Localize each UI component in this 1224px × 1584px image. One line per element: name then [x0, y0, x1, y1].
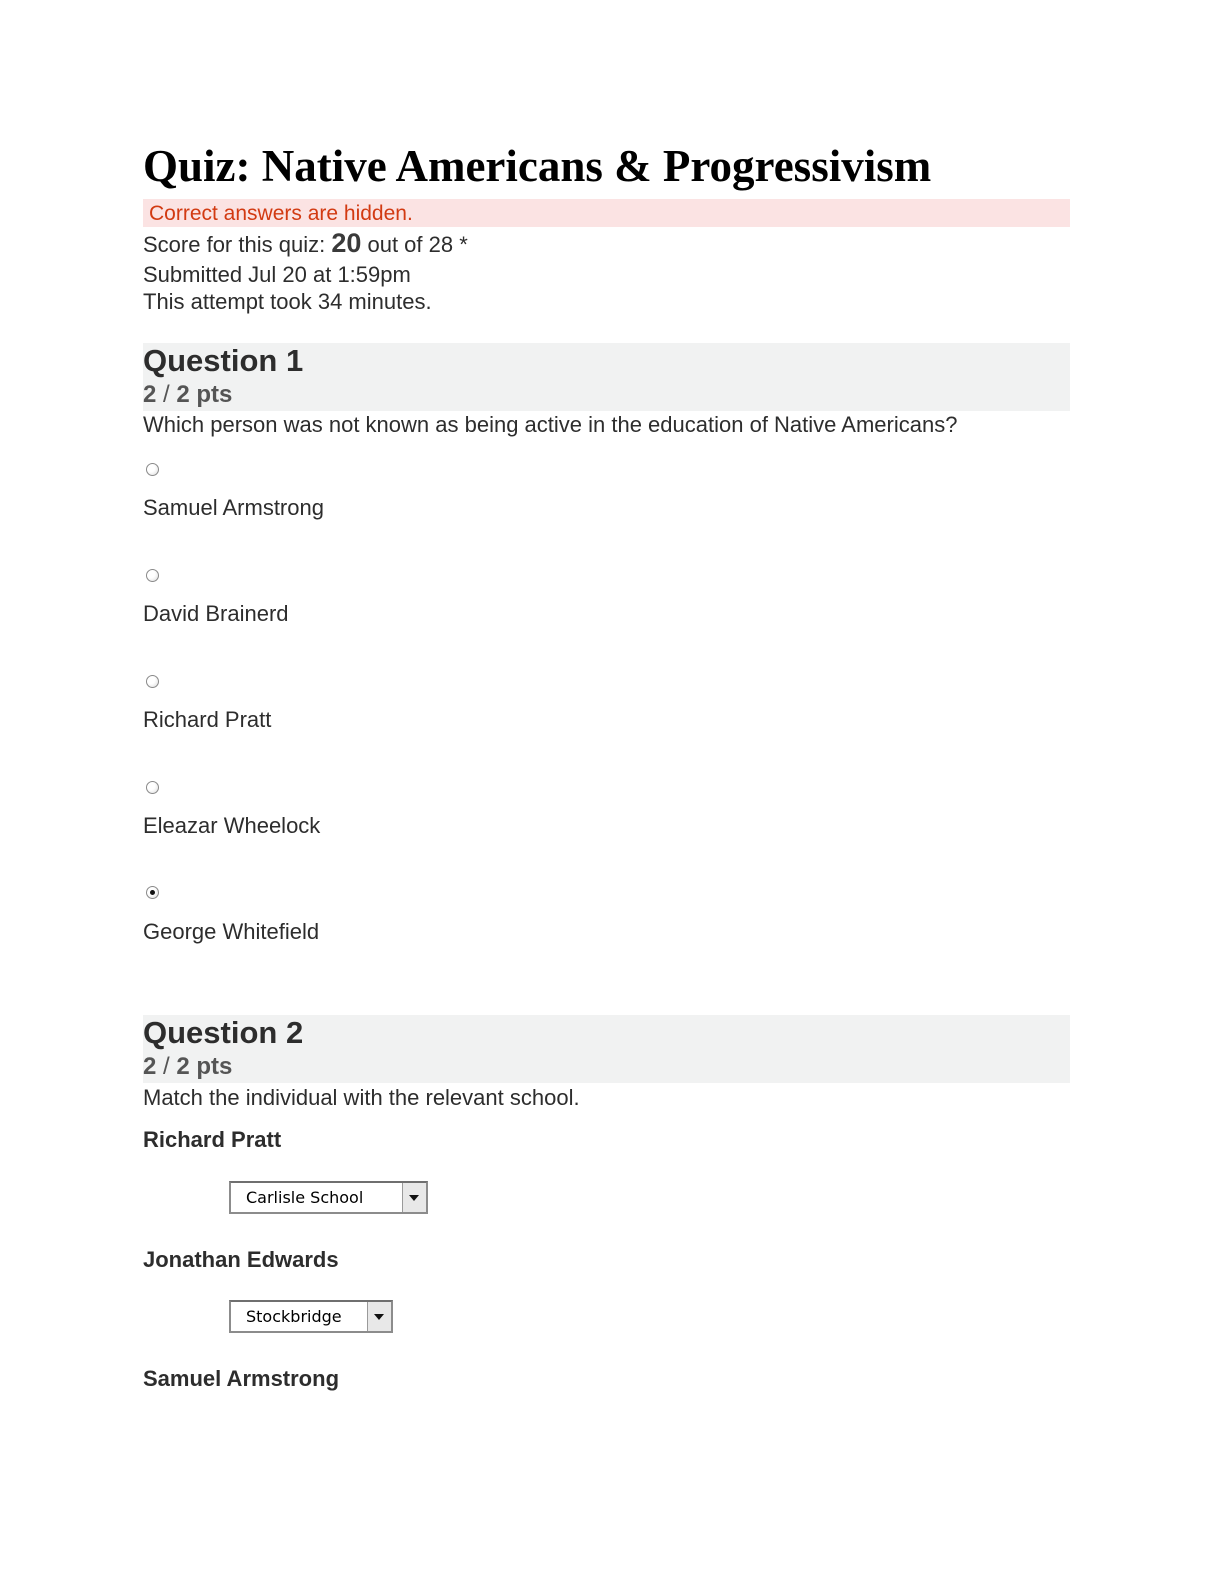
dropdown-value: Carlisle School: [246, 1188, 364, 1207]
question-points: 2 / 2 pts: [143, 381, 233, 408]
answer-label[interactable]: Samuel Armstrong: [143, 495, 324, 520]
question-points: 2 / 2 pts: [143, 1053, 233, 1080]
school-dropdown[interactable]: [229, 1181, 428, 1214]
match-item-label: Jonathan Edwards: [143, 1247, 339, 1272]
question-1-header: [143, 343, 1070, 411]
attempt-duration: This attempt took 34 minutes.: [143, 289, 432, 314]
dropdown-value: Stockbridge: [246, 1307, 342, 1326]
answer-radio-empty-icon[interactable]: [146, 675, 159, 688]
answers-hidden-banner: Correct answers are hidden.: [143, 199, 1070, 227]
answer-label[interactable]: Richard Pratt: [143, 707, 272, 732]
question-1-text: Which person was not known as being active in the education of Native Americans?: [143, 412, 958, 437]
quiz-title: Quiz: Native Americans & Progressivism: [143, 141, 932, 191]
answer-label[interactable]: David Brainerd: [143, 601, 289, 626]
question-2-text: Match the individual with the relevant school.: [143, 1085, 580, 1110]
question-title: Question 2: [143, 1015, 304, 1050]
question-title: Question 1: [143, 343, 304, 378]
score-line: [143, 230, 468, 258]
answer-radio-selected-icon[interactable]: [146, 886, 159, 899]
school-dropdown[interactable]: [229, 1300, 393, 1333]
answer-radio-empty-icon[interactable]: [146, 781, 159, 794]
submitted-line: Submitted Jul 20 at 1:59pm: [143, 262, 411, 287]
match-item-label: Richard Pratt: [143, 1127, 282, 1152]
score-value: 20: [331, 228, 362, 258]
chevron-down-icon[interactable]: [367, 1302, 391, 1331]
score-suffix: out of 28 *: [361, 232, 468, 257]
match-item-label: Samuel Armstrong: [143, 1366, 340, 1391]
score-prefix: Score for this quiz:: [143, 232, 332, 257]
question-2-header: [143, 1015, 1070, 1083]
answer-label-selected[interactable]: George Whitefield: [143, 919, 320, 944]
chevron-down-icon[interactable]: [402, 1183, 426, 1212]
answer-label[interactable]: Eleazar Wheelock: [143, 813, 321, 838]
answer-radio-empty-icon[interactable]: [146, 463, 159, 476]
answer-radio-empty-icon[interactable]: [146, 569, 159, 582]
